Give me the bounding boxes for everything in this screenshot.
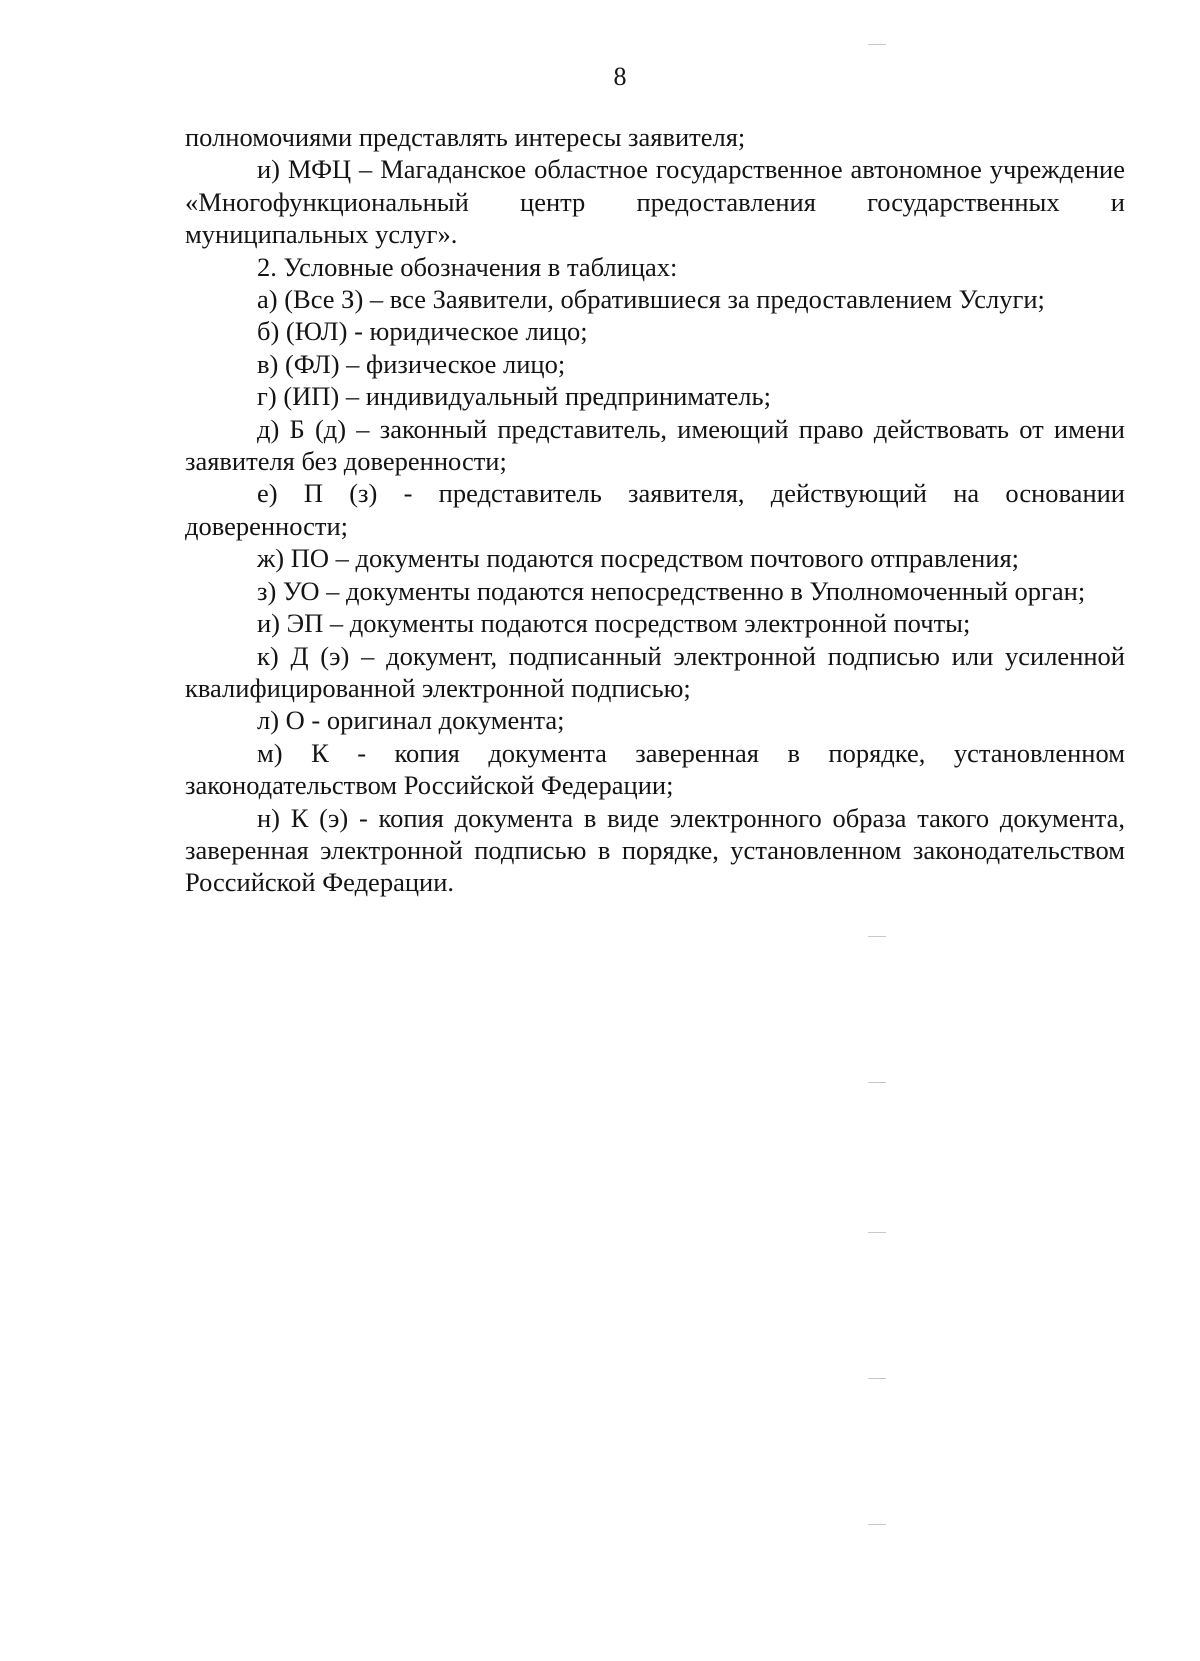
scan-speck bbox=[868, 1524, 886, 1525]
legend-item-m: м) К - копия документа заверенная в порядке, установленном законодательством Российской Федерации; bbox=[185, 737, 1125, 801]
scan-speck bbox=[868, 1378, 886, 1379]
legend-item-e: е) П (з) - представитель заявителя, действующий на основании доверенности; bbox=[185, 478, 1125, 541]
paragraph-legend-heading: 2. Условные обозначения в таблицах: bbox=[257, 251, 678, 282]
legend-item-i: и) ЭП – документы подаются посредством электронной почты; bbox=[257, 608, 971, 639]
scan-speck bbox=[868, 44, 886, 45]
legend-item-l: л) О - оригинал документа; bbox=[257, 705, 565, 736]
legend-item-zh: ж) ПО – документы подаются посредством почтового отправления; bbox=[257, 543, 1020, 574]
legend-item-b: б) (ЮЛ) - юридическое лицо; bbox=[257, 316, 588, 347]
legend-item-v: в) (ФЛ) – физическое лицо; bbox=[257, 348, 566, 379]
legend-item-g: г) (ИП) – индивидуальный предприниматель; bbox=[257, 381, 771, 412]
scan-speck bbox=[868, 936, 886, 937]
paragraph-mfc-definition: и) МФЦ – Магаданское областное государственное автономное учреждение «Многофункциональный центр предоставления государственных и муниципальных услуг». bbox=[185, 154, 1125, 250]
document-body bbox=[185, 121, 1125, 899]
legend-item-n: н) К (э) - копия документа в виде электронного образа такого документа, заверенная электронной подписью в порядке, установленном законодательством Российской Федерации. bbox=[185, 802, 1125, 898]
legend-item-d: д) Б (д) – законный представитель, имеющий право действовать от имени заявителя без доверенности; bbox=[185, 413, 1125, 477]
scan-speck bbox=[868, 1232, 886, 1233]
legend-item-a: а) (Все З) – все Заявители, обратившиеся за предоставлением Услуги; bbox=[257, 284, 1045, 315]
paragraph-continuation: полномочиями представлять интересы заявителя; bbox=[185, 122, 746, 152]
page-number: 8 bbox=[613, 62, 627, 91]
legend-item-z: з) УО – документы подаются непосредственно в Уполномоченный орган; bbox=[257, 575, 1086, 606]
scan-speck bbox=[868, 1082, 886, 1083]
legend-item-k: к) Д (э) – документ, подписанный электронной подписью или усиленной квалифицированной электронной подписью; bbox=[185, 640, 1125, 703]
